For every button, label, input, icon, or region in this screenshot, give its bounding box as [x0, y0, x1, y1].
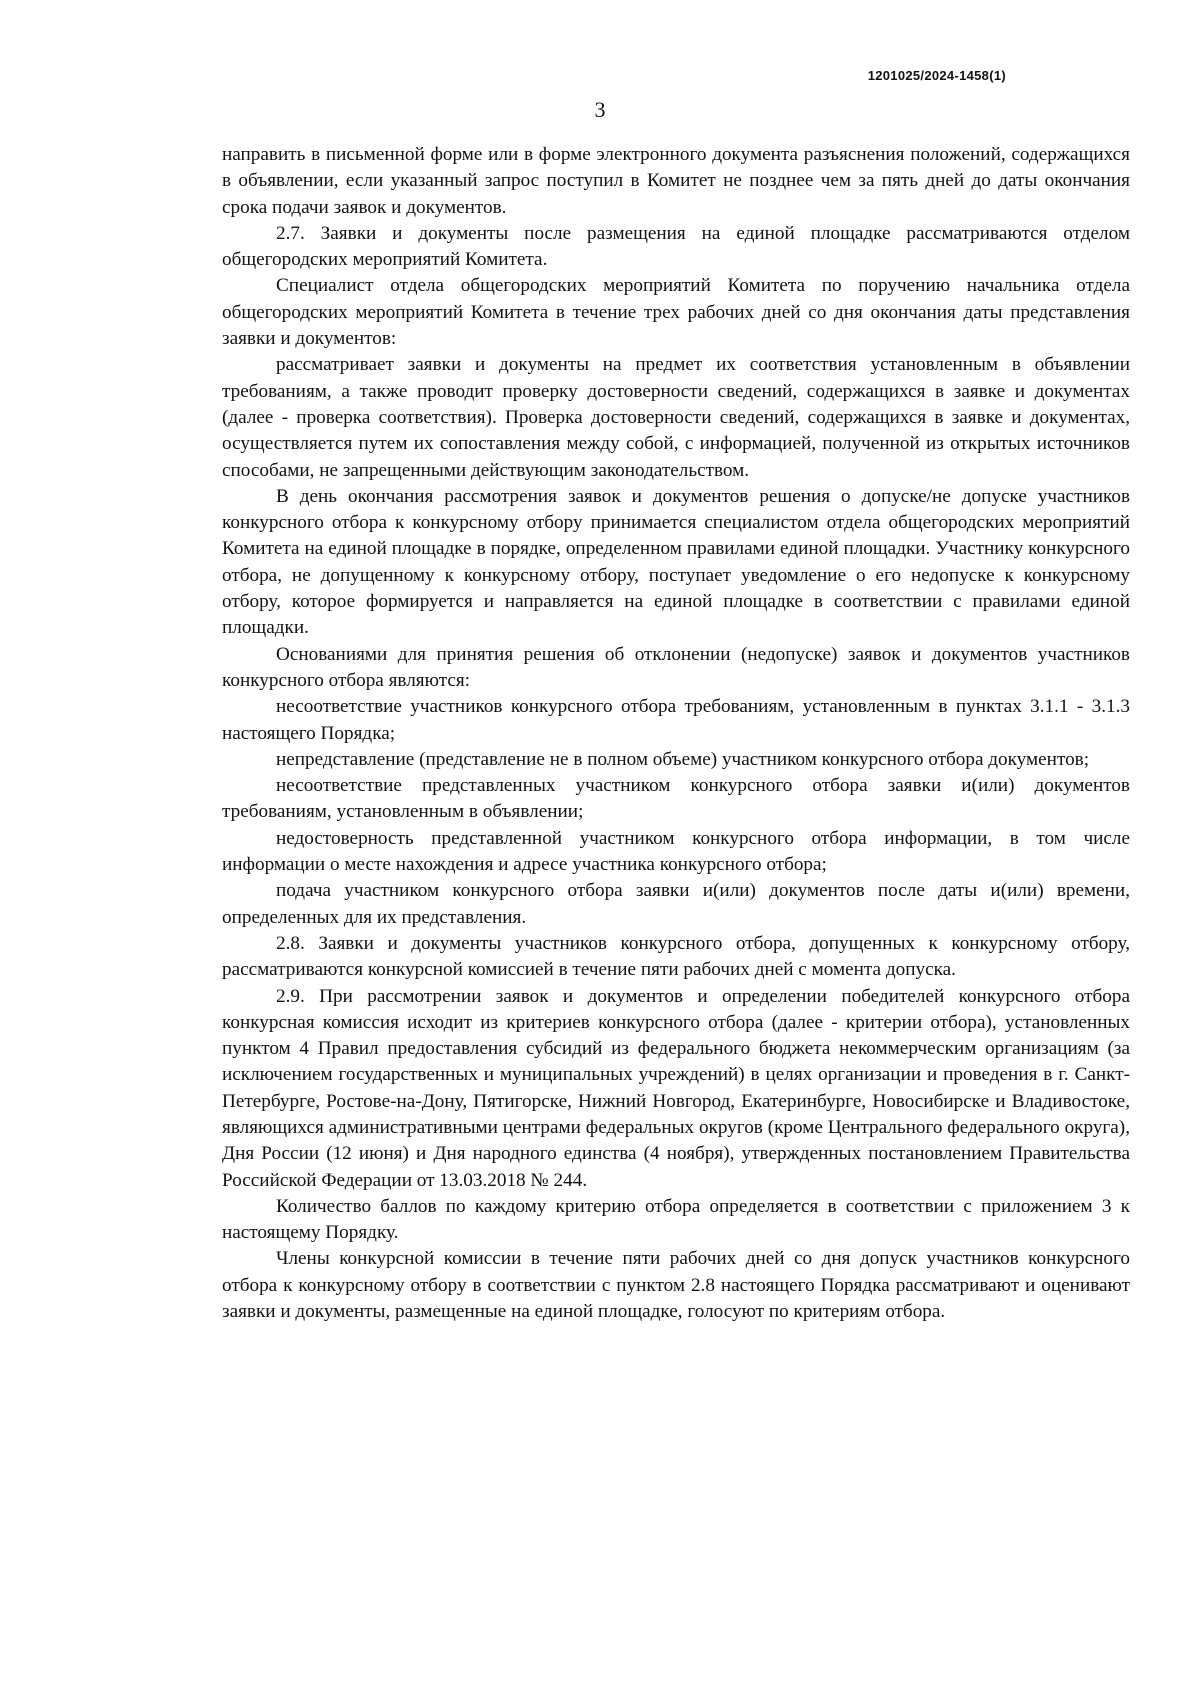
paragraph-2-8: 2.8. Заявки и документы участников конкурсного отбора, допущенных к конкурсному отбору, рассматриваются конкурсной комиссией в течение пяти рабочих дней с момента допуска.: [222, 932, 1130, 981]
page-number: 3: [594, 97, 606, 122]
document-registration-number: 1201025/2024-1458(1): [867, 68, 1006, 83]
paragraph-continuation: направить в письменной форме или в форме электронного документа разъяснения положений, содержащихся в объявлении, если указанный запрос поступил в Комитет не позднее чем за пять дней до даты окончания срока подачи заявок и документов.: [222, 144, 1130, 218]
list-item-ground-4: недостоверность представленной участником конкурсного отбора информации, в том числе информации о месте нахождения и адресе участника конкурсного отбора;: [222, 827, 1130, 876]
list-item-ground-3: несоответствие представленных участником конкурсного отбора заявки и(или) документов требованиям, установленным в объявлении;: [222, 775, 1130, 823]
paragraph-rejection-grounds: Основаниями для принятия решения об отклонении (недопуске) заявок и документов участников конкурсного отбора являются:: [222, 643, 1130, 691]
paragraph-specialist: Специалист отдела общегородских мероприятий Комитета по поручению начальника отдела общегородских мероприятий Комитета в течение трех рабочих дней со дня окончания даты представления заявки и документов:: [222, 275, 1130, 350]
paragraph-2-7: 2.7. Заявки и документы после размещения на единой площадке рассматриваются отделом общегородских мероприятий Комитета.: [222, 222, 1130, 271]
list-item-ground-5: подача участником конкурсного отбора заявки и(или) документов после даты и(или) времени, определенных для их представления.: [222, 880, 1130, 928]
paragraph-review: рассматривает заявки и документы на предмет их соответствия установленным в объявлении требованиям, а также проводит проверку достоверности сведений, содержащихся в заявке и документах (далее - проверка соответствия). Проверка достоверности сведений, содержащихся в заявке и документах, осуществляется путем их сопоставления между собой, с информацией, полученной из открытых источников способами, не запрещенными действующим законодательством.: [222, 354, 1130, 481]
list-item-ground-2: непредставление (представление не в полном объеме) участником конкурсного отбора документов;: [276, 748, 1090, 770]
paragraph-2-9: 2.9. При рассмотрении заявок и документов и определении победителей конкурсного отбора конкурсная комиссия исходит из критериев конкурсного отбора (далее - критерии отбора), установленных пунктом 4 Правил предоставления субсидий из федерального бюджета некоммерческим организациям (за исключением государственных и муниципальных учреждений) в целях организации и проведения в г. Санкт-Петербурге, Ростове-на-Дону, Пятигорске, Нижний Новгород, Екатеринбурге, Новосибирске и Владивостоке, являющихся административными центрами федеральных округов (кроме Центрального федерального округа), Дня России (12 июня) и Дня народного единства (4 ноября), утвержденных постановлением Правительства Российской Федерации от 13.03.2018 № 244.: [222, 985, 1130, 1191]
paragraph-scoring: Количество баллов по каждому критерию отбора определяется в соответствии с приложением 3 к настоящему Порядку.: [222, 1195, 1130, 1244]
document-body: [222, 142, 1130, 1325]
paragraph-admission-decision: В день окончания рассмотрения заявок и документов решения о допуске/не допуске участников конкурсного отбора к конкурсному отбору принимается специалистом отдела общегородских мероприятий Комитета на единой площадке в порядке, определенном правилами единой площадки. Участнику конкурсного отбора, не допущенному к конкурсному отбору, поступает уведомление о его недопуске к конкурсному отбору, которое формируется и направляется на единой площадке в соответствии с правилами единой площадки.: [222, 485, 1130, 639]
paragraph-commission-members: Члены конкурсной комиссии в течение пяти рабочих дней со дня допуск участников конкурсного отбора к конкурсному отбору в соответствии с пунктом 2.8 настоящего Порядка рассматривают и оценивают заявки и документы, размещенные на единой площадке, голосуют по критериям отбора.: [222, 1248, 1130, 1323]
list-item-ground-1: несоответствие участников конкурсного отбора требованиям, установленным в пунктах 3.1.1 - 3.1.3 настоящего Порядка;: [222, 696, 1130, 744]
